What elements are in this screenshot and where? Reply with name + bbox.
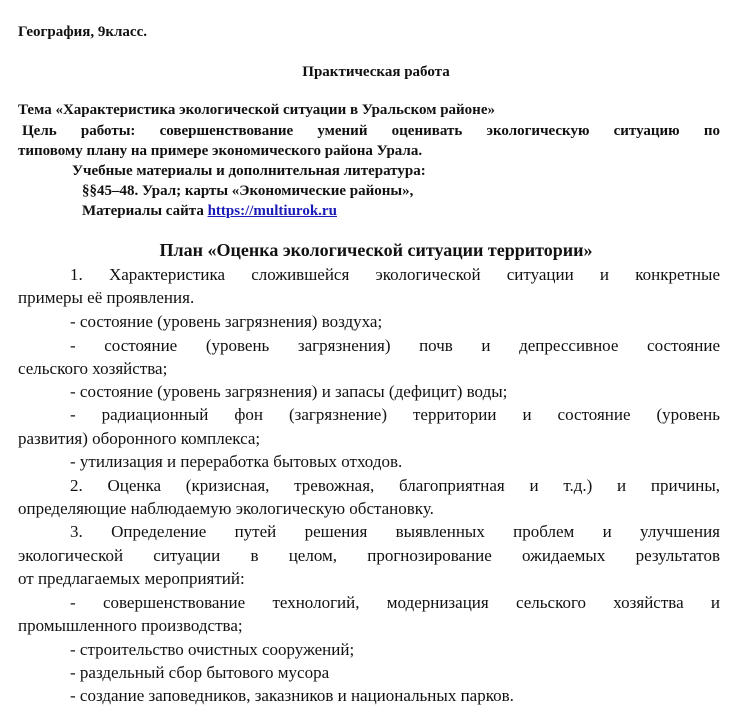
plan-line: 1. Характеристика сложившейся экологической ситуации и конкретные <box>70 265 720 284</box>
materials-site-label: Материалы сайта <box>82 203 204 219</box>
plan-line: - радиационный фон (загрязнение) территории и состояние (уровень <box>70 405 720 424</box>
plan-line: определяющие наблюдаемую экологическую обстановку. <box>18 499 434 518</box>
plan-line: - состояние (уровень загрязнения) воздуха; <box>70 312 383 331</box>
work-type-heading: Практическая работа <box>302 64 450 80</box>
materials-line-1: §§45–48. Урал; карты «Экономические районы», <box>82 183 414 199</box>
plan-line: развития) оборонного комплекса; <box>18 429 261 448</box>
plan-line: сельского хозяйства; <box>18 359 168 378</box>
plan-line: - утилизация и переработка бытовых отходов. <box>70 452 403 471</box>
plan-line: - состояние (уровень загрязнения) и запасы (дефицит) воды; <box>70 382 508 401</box>
plan-line: примеры её проявления. <box>18 288 195 307</box>
goal-line-2: типовому плану на примере экономического района Урала. <box>18 143 423 159</box>
plan-line: - состояние (уровень загрязнения) почв и депрессивное состояние <box>70 336 720 355</box>
goal-line-1: Цель работы: совершенствование умений оценивать экологическую ситуацию по <box>22 123 720 139</box>
plan-line: - строительство очистных сооружений; <box>70 640 355 659</box>
site-link[interactable]: https://multiurok.ru <box>207 203 337 219</box>
plan-title: План «Оценка экологической ситуации территории» <box>159 240 593 260</box>
plan-line: - совершенствование технологий, модернизация сельского хозяйства и <box>70 593 720 612</box>
subject-grade: География, 9класс. <box>18 24 147 40</box>
materials-site-line <box>82 203 337 220</box>
plan-line: 3. Определение путей решения выявленных проблем и улучшения <box>70 522 720 541</box>
plan-line: от предлагаемых мероприятий: <box>18 569 245 588</box>
plan-line: промышленного производства; <box>18 616 243 635</box>
plan-line: - раздельный сбор бытового мусора <box>70 663 330 682</box>
plan-line: - создание заповедников, заказников и национальных парков. <box>70 686 514 705</box>
topic-line: Тема «Характеристика экологической ситуации в Уральском районе» <box>18 102 495 118</box>
plan-line: экологической ситуации в целом, прогнозирование ожидаемых результатов <box>18 546 720 565</box>
plan-line: 2. Оценка (кризисная, тревожная, благоприятная и т.д.) и причины, <box>70 476 720 495</box>
materials-label: Учебные материалы и дополнительная литература: <box>72 163 426 179</box>
